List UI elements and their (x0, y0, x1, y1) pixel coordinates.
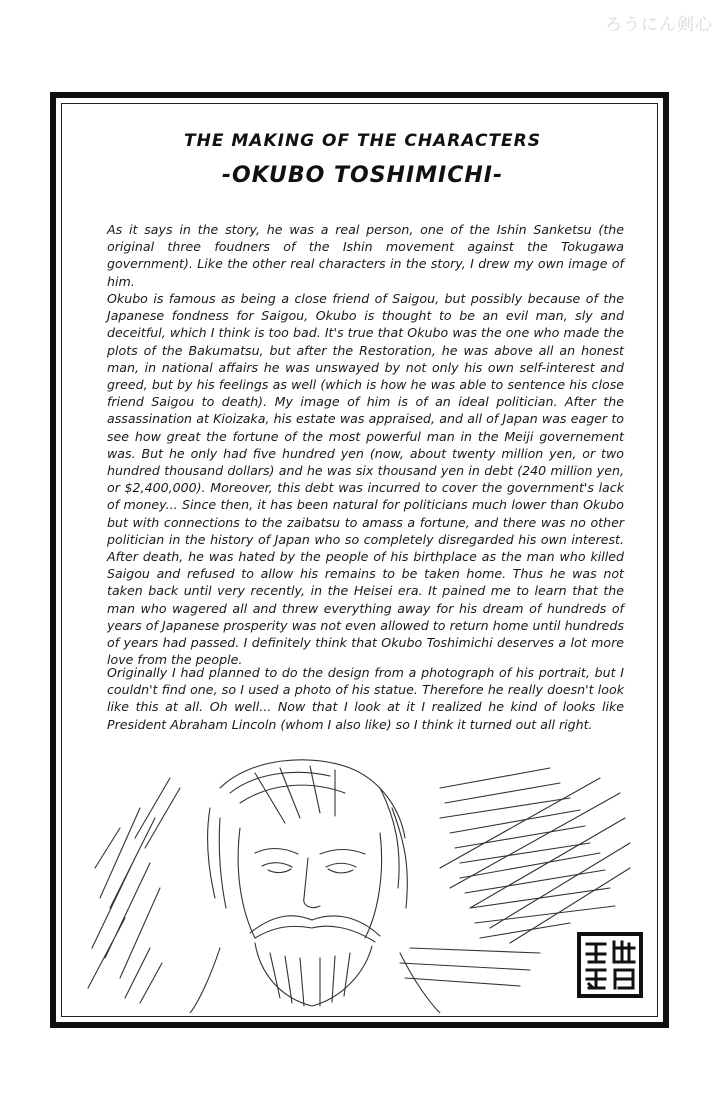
paragraph-intro: As it says in the story, he was a real person, one of the Ishin Sanketsu (the original three foudners of the Ishin movement against the Tokugawa government). Like the other real characters in the story, I drew my own image of him. (107, 222, 624, 289)
artist-seal (577, 932, 643, 998)
paragraph-history: Okubo is famous as being a close friend of Saigou, but possibly because of the Japanese fondness for Saigou, Okubo is thought to be an evil man, sly and deceitful, which I think is too bad. It's true that Okubo was the one who made the plots of the Bakumatsu, but after the Restoration, he was above all an honest man, in national affairs he was unswayed by not only his own self-interest and greed, but by his feelings as well (which is how he was able to sentence his close friend Saigou to death). My image of him is of an ideal politician. After the assassination at Kioizaka, his estate was appraised, and all of Japan was eager to see how great the fortune of the most powerful man in the Meiji governement was. But he only had five hundred yen (now, about twenty million yen, or two hundred thousand dollars) and he was six thousand yen in debt (240 million yen, or $2,400,000). Moreover, this debt was incurred to cover the government's lack of money... Since then, it has been natural for politicians much lower than Okubo but with connections to the zaibatsu to amass a fortune, and there was no other politician in the history of Japan who so completely disregarded his own interest. After death, he was hated by the people of his birthplace as the man who killed Saigou and refused to allow his remains to be taken home. Thus he was not taken back until very recently, in the Heisei era. It pained me to learn that the man who wagered all and threw everything away for his dream of hundreds of years of Japanese prosperity was not even allowed to return home until hundreds of years had passed. I definitely think that Okubo Toshimichi deserves a lot more love from the people. (107, 291, 624, 668)
paragraph-design-note: Originally I had planned to do the design from a photograph of his portrait, but I couldn't find one, so I used a photo of his statue. Therefore he really doesn't look like this at all. Oh well... Now that I look at it I realized he kind of looks like President Abraham Lincoln (whom I also like) so I think it turned out all right. (107, 665, 624, 732)
page-subtitle: -OKUBO TOSHIMICHI- (221, 163, 504, 188)
page-title: THE MAKING OF THE CHARACTERS (184, 131, 541, 151)
okubo-portrait-sketch (80, 748, 650, 1013)
site-watermark: ろうにん剣心 (605, 15, 713, 35)
